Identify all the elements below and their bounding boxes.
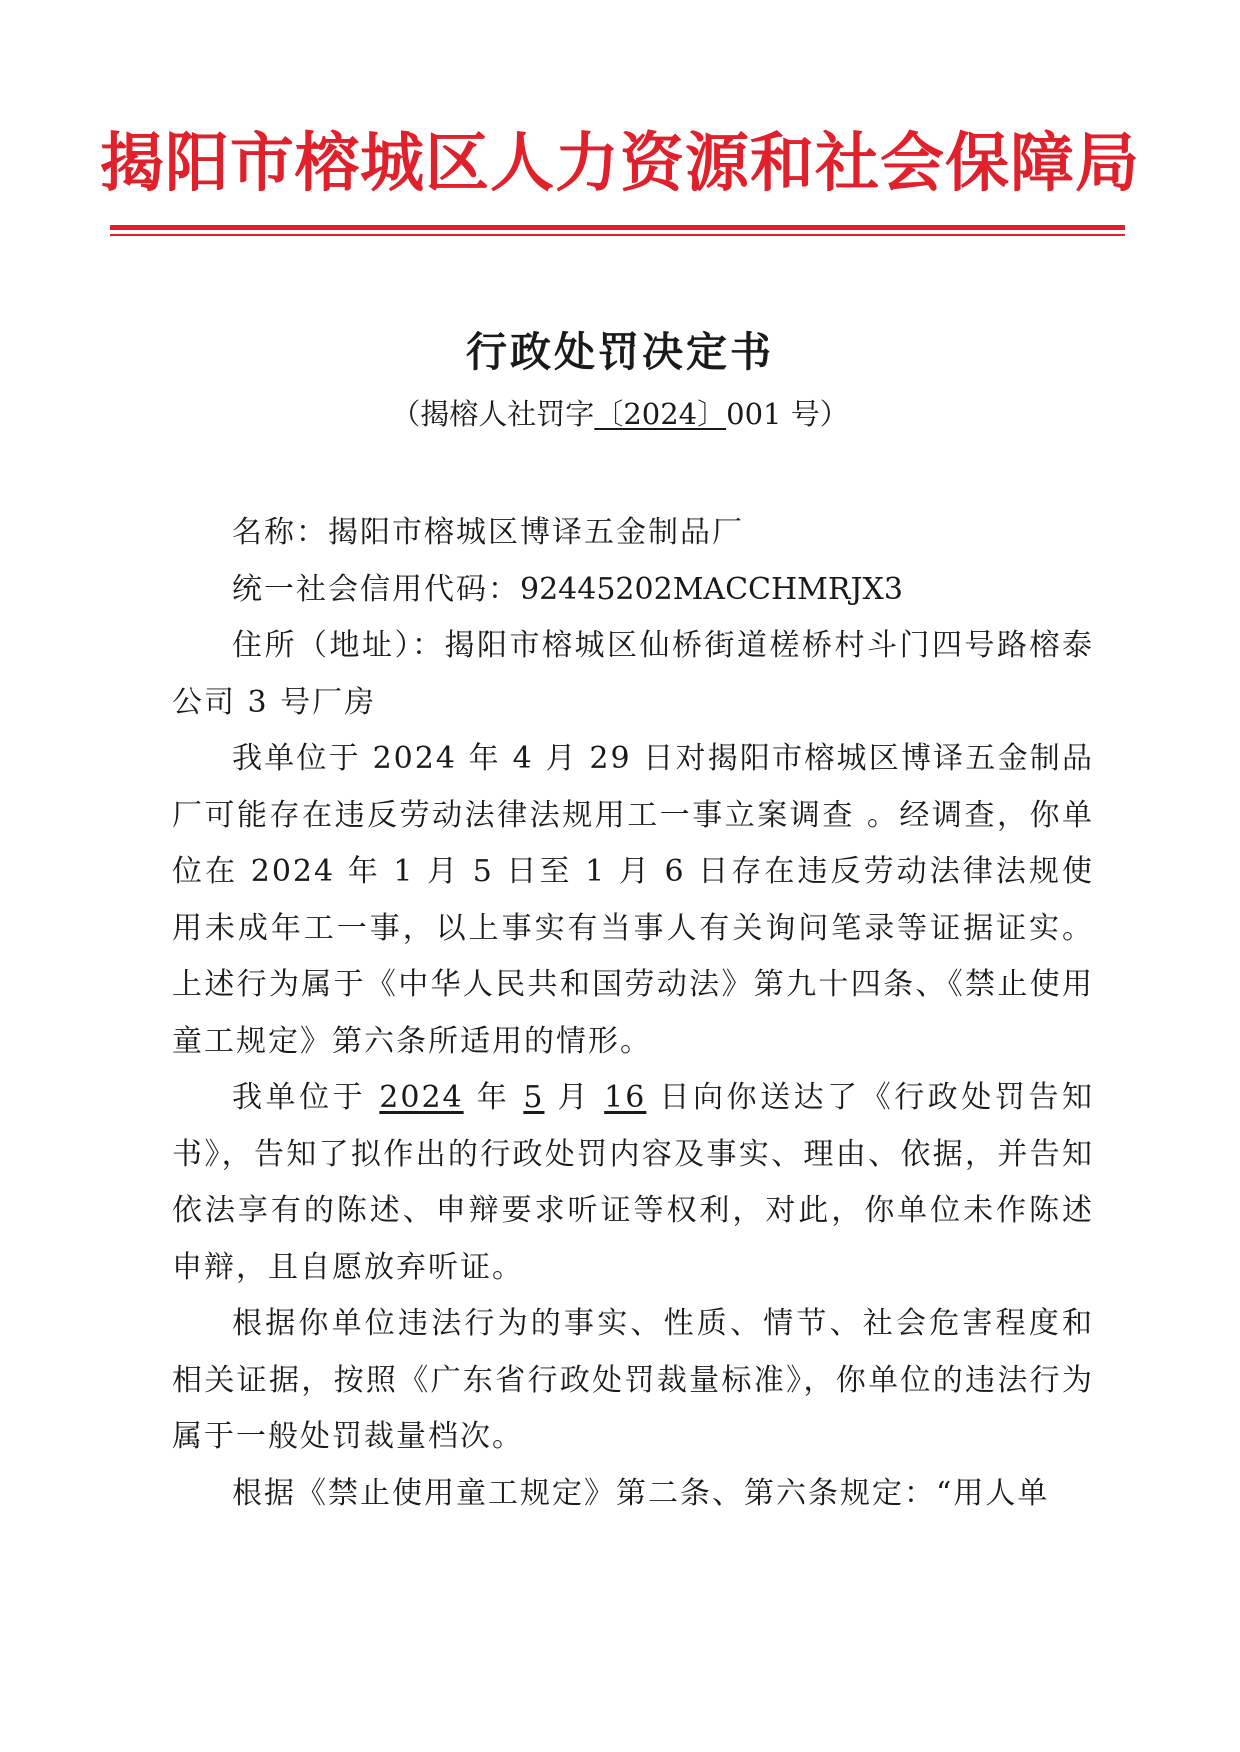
party-name-value: 揭阳市榕城区博译五金制品厂 [328, 515, 744, 550]
notice-rest: 日向你送达了《行政处罚告知书》，告知了拟作出的行政处罚内容及事实、理由、依据，并告知依法享有的陈述、申辩要求听证等权利，对此，你单位未作陈述申辩，且自愿放弃听证。 [172, 1080, 1094, 1285]
notice-month: 5 [523, 1080, 545, 1115]
notice-year: 2024 [379, 1080, 464, 1115]
document-title: 行政处罚决定书 [466, 328, 774, 376]
credit-code-label: 统一社会信用代码： [232, 571, 520, 607]
paragraph-investigation: 我单位于 2024 年 4 月 29 日对揭阳市榕城区博译五金制品厂可能存在违反劳动法律法规用工一事立案调查 。经调查，你单位在 2024 年 1 月 5 日至 1 月 6 日存在违反劳动法律法规使用未成年工一事，以上事实有当事人有关询问笔录等证据证实。上述行为属于《中华人民共和国劳动法》第九十四条、《禁止使用童工规定》第六条所适用的情形。 [172, 741, 1094, 1059]
paragraph-notice [172, 1070, 1094, 1296]
doc-number-suffix: 号） [781, 397, 849, 431]
doc-number-year: 〔2024〕 [594, 397, 727, 431]
notice-lead: 我单位于 [232, 1080, 380, 1115]
doc-number-serial: 001 [726, 397, 782, 431]
document-number [0, 397, 1240, 432]
notice-day: 16 [604, 1080, 647, 1115]
address-value: 揭阳市榕城区仙桥街道槎桥村斗门四号路榕泰公司 3 号厂房 [172, 628, 1094, 720]
header-rule-thin [110, 234, 1125, 236]
document-body [172, 505, 1094, 1522]
header-rule-thick [110, 225, 1125, 230]
paragraph-legal-basis: 根据《禁止使用童工规定》第二条、第六条规定：“用人单 [232, 1475, 1050, 1511]
notice-year-unit: 年 [463, 1080, 524, 1115]
notice-month-unit: 月 [544, 1080, 605, 1115]
address-line [172, 618, 1094, 731]
credit-code-line [172, 562, 1094, 619]
party-name-line [172, 505, 1094, 562]
credit-code-value: 92445202MACCHMRJX3 [520, 571, 903, 607]
party-name-label: 名称： [232, 515, 328, 550]
issuing-authority-header: 揭阳市榕城区人力资源和社会保障局 [100, 127, 1140, 201]
paragraph-discretion: 根据你单位违法行为的事实、性质、情节、社会危害程度和相关证据，按照《广东省行政处罚裁量标准》，你单位的违法行为属于一般处罚裁量档次。 [172, 1306, 1094, 1454]
address-label: 住所（地址）： [232, 628, 445, 663]
doc-number-prefix: （揭榕人社罚字 [391, 397, 595, 431]
